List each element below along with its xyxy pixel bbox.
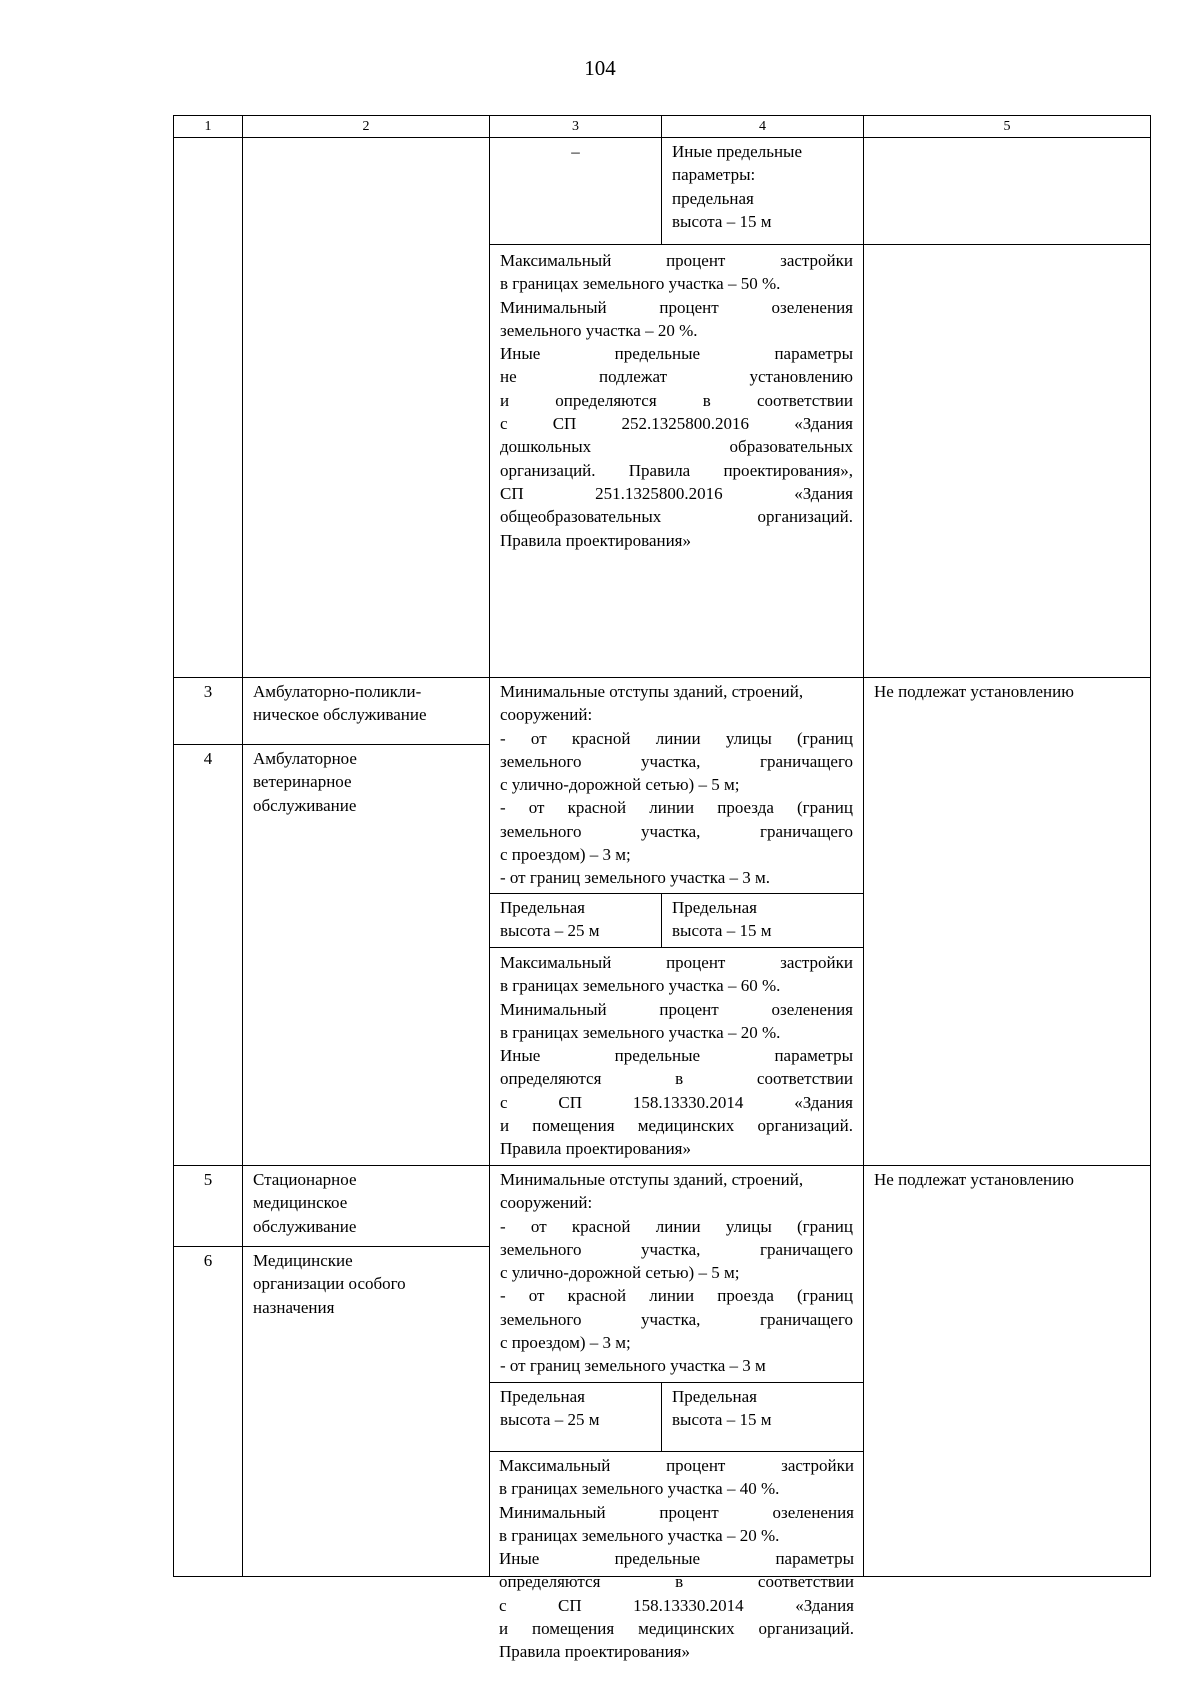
- row5-name-cell: [242, 1165, 490, 1247]
- block1-params-line: не подлежат установлению: [500, 367, 853, 387]
- block3-setbacks-line: сооружений:: [500, 1193, 593, 1213]
- row6-name-cell: [242, 1246, 490, 1577]
- header-col-3: 3: [489, 115, 662, 138]
- block1-params-line: Максимальный процент застройки: [500, 251, 853, 270]
- block2-params-line: и помещения медицинских организаций.: [500, 1116, 853, 1136]
- block1-col5-top: [863, 137, 1151, 245]
- block2-setbacks-line: - от границ земельного участка – 3 м.: [500, 868, 770, 888]
- block3-height-b-line: высота – 15 м: [672, 1410, 772, 1430]
- block1-col4-line: Иные предельные: [672, 142, 803, 161]
- block3-height-a-line: высота – 25 м: [500, 1410, 600, 1430]
- block2-params-line: Правила проектирования»: [500, 1139, 692, 1159]
- block3-setbacks-line: с проездом) – 3 м;: [500, 1333, 631, 1353]
- block1-params-line: земельного участка – 20 %.: [500, 320, 698, 340]
- block1-params-line: и определяются в соответствии: [500, 390, 853, 410]
- row6-name-line: Медицинские: [253, 1251, 353, 1270]
- row4-name-cell: [242, 744, 490, 1166]
- block1-col4-line: предельная: [672, 188, 754, 208]
- block3-height-a-cell: [489, 1382, 662, 1452]
- block3-params-line: с СП 158.13330.2014 «Здания: [499, 1595, 854, 1615]
- block3-setbacks-line: - от красной линии улицы (границ: [500, 1216, 853, 1236]
- row5-number: 5: [173, 1165, 243, 1247]
- block3-params-line: в границах земельного участка – 20 %.: [499, 1525, 780, 1545]
- row6-name-line: назначения: [253, 1297, 335, 1317]
- block3-height-a-line: Предельная: [500, 1387, 585, 1406]
- row3-name-line: Амбулаторно-поликли-: [253, 682, 422, 701]
- block1-params-line: Иные предельные параметры: [500, 344, 853, 364]
- block3-setbacks-line: Минимальные отступы зданий, строений,: [500, 1170, 804, 1189]
- block1-params-line: Правила проектирования»: [500, 530, 692, 550]
- block2-height-b-line: высота – 15 м: [672, 921, 772, 941]
- block2-params-line: Иные предельные параметры: [500, 1046, 853, 1066]
- block2-setbacks-line: Минимальные отступы зданий, строений,: [500, 682, 804, 701]
- block3-params-line: в границах земельного участка – 40 %.: [499, 1479, 780, 1499]
- block2-height-a-cell: [489, 893, 662, 948]
- row4-number: 4: [173, 744, 243, 1166]
- block1-col4-line: параметры:: [672, 165, 756, 185]
- block1-col5-bottom: [863, 244, 1151, 678]
- block2-params-line: с СП 158.13330.2014 «Здания: [500, 1092, 853, 1112]
- block2-height-b-line: Предельная: [672, 898, 757, 917]
- block1-col2: [242, 137, 490, 678]
- block3-params-line: Правила проектирования»: [499, 1642, 691, 1662]
- block3-params-line: Иные предельные параметры: [499, 1549, 854, 1569]
- block2-params-line: определяются в соответствии: [500, 1069, 853, 1089]
- block2-height-a-line: высота – 25 м: [500, 921, 600, 941]
- row5-name-line: медицинское: [253, 1193, 348, 1213]
- block3-setbacks-line: - от границ земельного участка – 3 м: [500, 1356, 766, 1376]
- header-col-1: 1: [173, 115, 243, 138]
- row3-name-line: ническое обслуживание: [253, 705, 427, 725]
- block1-params-line: дошкольных образовательных: [500, 437, 853, 457]
- row4-name-line: ветеринарное: [253, 772, 352, 792]
- row6-name-line: организации особого: [253, 1274, 406, 1294]
- row5-name-line: обслуживание: [253, 1216, 357, 1236]
- block1-params-line: организаций. Правила проектирования»,: [500, 460, 853, 480]
- block2-setbacks-line: земельного участка, граничащего: [500, 751, 853, 771]
- block2-params-line: Минимальный процент озеленения: [500, 999, 853, 1019]
- block1-dash: –: [571, 142, 580, 161]
- block2-params-line: в границах земельного участка – 20 %.: [500, 1022, 781, 1042]
- block3-params-line: определяются в соответствии: [499, 1572, 854, 1592]
- block3-setbacks-line: с улично-дорожной сетью) – 5 м;: [500, 1263, 740, 1283]
- block1-params-line: СП 251.1325800.2016 «Здания: [500, 483, 853, 503]
- block3-setbacks-cell: [489, 1165, 864, 1383]
- block2-height-b-cell: [661, 893, 864, 948]
- block3-setbacks-line: - от красной линии проезда (границ: [500, 1286, 853, 1306]
- row4-name-line: обслуживание: [253, 795, 357, 815]
- block1-col1: [173, 137, 243, 678]
- block3-height-b-cell: [661, 1382, 864, 1452]
- block2-setbacks-line: с проездом) – 3 м;: [500, 845, 631, 865]
- block3-setbacks-line: земельного участка, граничащего: [500, 1309, 853, 1329]
- block2-height-a-line: Предельная: [500, 898, 585, 917]
- block1-col4-cell: [661, 137, 864, 245]
- block2-setbacks-line: сооружений:: [500, 705, 593, 725]
- block3-params-line: Минимальный процент озеленения: [499, 1502, 854, 1522]
- header-col-5: 5: [863, 115, 1151, 138]
- block3-params-line: Максимальный процент застройки: [499, 1456, 854, 1475]
- block3-col5-text: Не подлежат установлению: [874, 1170, 1074, 1189]
- block3-height-b-line: Предельная: [672, 1387, 757, 1406]
- block1-col4-line: высота – 15 м: [672, 211, 772, 231]
- block1-params-cell: [489, 244, 864, 678]
- block2-params-line: Максимальный процент застройки: [500, 953, 853, 972]
- row6-number: 6: [173, 1246, 243, 1577]
- block2-params-line: в границах земельного участка – 60 %.: [500, 976, 781, 996]
- header-col-2: 2: [242, 115, 490, 138]
- block3-col5-cell: [863, 1165, 1151, 1577]
- page-number: 104: [584, 56, 616, 80]
- row3-name-cell: [242, 677, 490, 745]
- block2-setbacks-line: земельного участка, граничащего: [500, 821, 853, 841]
- block2-setbacks-line: - от красной линии проезда (границ: [500, 798, 853, 818]
- block1-params-line: общеобразовательных организаций.: [500, 507, 853, 527]
- block2-params-cell: [489, 947, 864, 1166]
- block2-col5-cell: [863, 677, 1151, 1166]
- regulations-table: [173, 115, 1151, 1662]
- header-col-4: 4: [661, 115, 864, 138]
- block1-params-line: с СП 252.1325800.2016 «Здания: [500, 414, 853, 434]
- block2-col5-text: Не подлежат установлению: [874, 682, 1074, 701]
- row3-number: 3: [173, 677, 243, 745]
- row5-name-line: Стационарное: [253, 1170, 357, 1189]
- block3-setbacks-line: земельного участка, граничащего: [500, 1239, 853, 1259]
- block1-params-line: Минимальный процент озеленения: [500, 297, 853, 317]
- block2-setbacks-cell: [489, 677, 864, 894]
- block2-setbacks-line: с улично-дорожной сетью) – 5 м;: [500, 775, 740, 795]
- block1-params-line: в границах земельного участка – 50 %.: [500, 274, 781, 294]
- block2-setbacks-line: - от красной линии улицы (границ: [500, 728, 853, 748]
- block3-params-line: и помещения медицинских организаций.: [499, 1619, 854, 1639]
- block1-dash-cell: [489, 137, 662, 245]
- block3-params-text: [489, 1451, 864, 1662]
- row4-name-line: Амбулаторное: [253, 749, 357, 768]
